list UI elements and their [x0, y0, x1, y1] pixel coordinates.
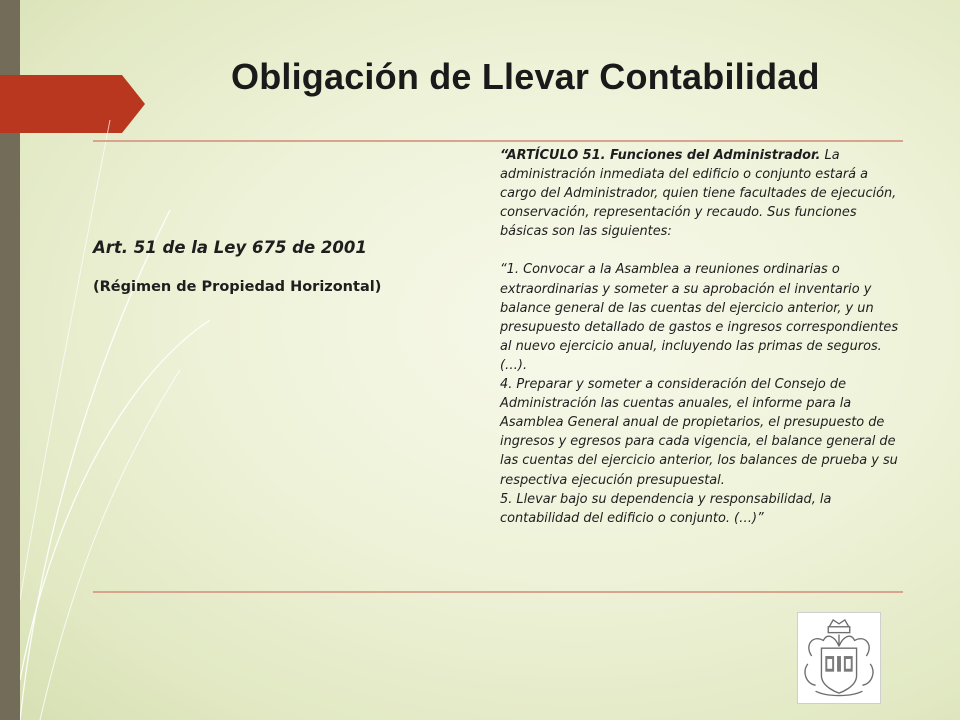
institution-seal: [797, 612, 881, 704]
table-bottom-rule: [93, 591, 903, 593]
article-item-4: 4. Preparar y someter a consideración del Consejo de Administración las cuentas anuales, el informe para la Asamblea General anual de propietarios, el presupuesto de ingresos y egresos para cada vigencia, el balance general de las cuentas del ejercicio anterior, los balances de prueba y su respectiva ejecución presupuestal.: [500, 377, 898, 488]
law-subtitle: (Régimen de Propiedad Horizontal): [93, 279, 382, 295]
article-intro-paragraph: [500, 146, 902, 241]
coat-of-arms-icon: [798, 613, 880, 703]
law-reference-cell: [93, 238, 483, 295]
article-item-1: “1. Convocar a la Asamblea a reuniones ordinarias o extraordinarias y someter a su aprobación el inventario y balance general de las cuentas del ejercicio anterior, y un presupuesto detallado de gastos e ingresos correspondientes al nuevo ejercicio anual, incluyendo las primas de seguros. (…).: [500, 262, 899, 373]
article-item-5: 5. Llevar bajo su dependencia y responsabilidad, la contabilidad del edificio o conjunto. (…)”: [500, 491, 832, 526]
paragraph-gap: [500, 241, 902, 260]
article-intro: La administración inmediata del edificio o conjunto estará a cargo del Administrador, quien tiene facultades de ejecución, conservación, representación y recaudo. Sus funciones básicas son las siguientes:: [500, 148, 897, 240]
decorative-curved-lines: [20, 120, 260, 720]
table-top-rule: [93, 140, 903, 142]
slide-title: Obligación de Llevar Contabilidad: [231, 56, 820, 97]
law-reference: Art. 51 de la Ley 675 de 2001: [93, 238, 367, 257]
article-text-cell: [500, 146, 902, 528]
article-heading: “ARTÍCULO 51. Funciones del Administrador.: [500, 148, 821, 163]
